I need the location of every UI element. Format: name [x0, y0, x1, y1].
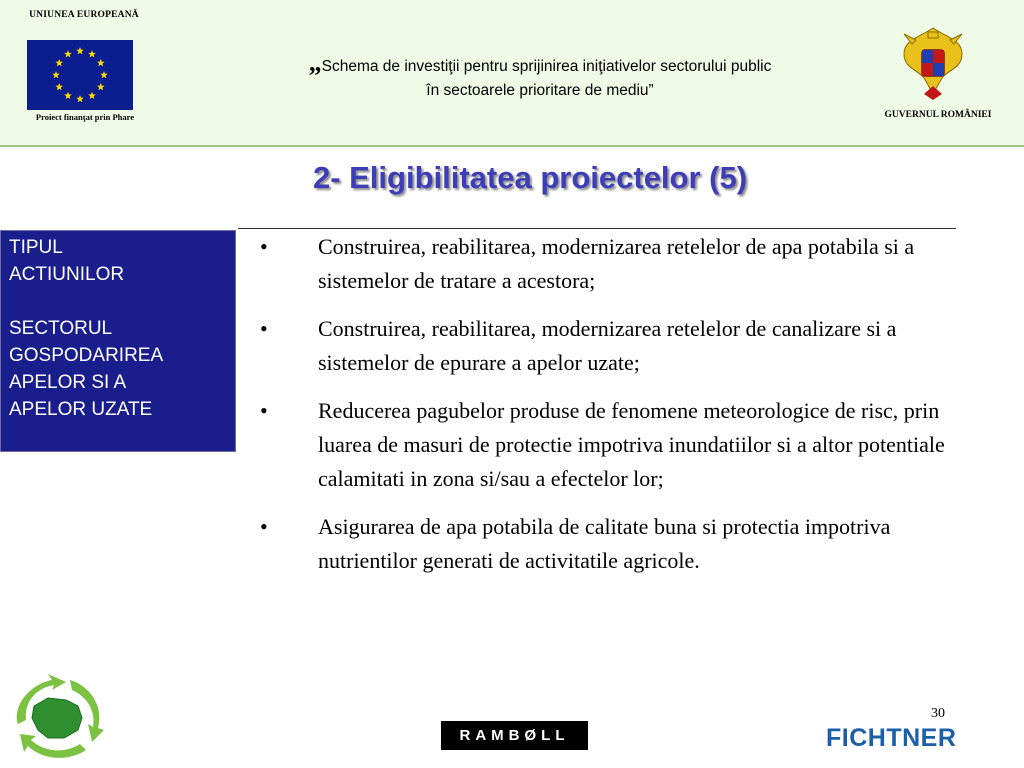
bullet-dot: • [260, 316, 268, 341]
ramboll-logo: RAMBØLL [441, 721, 588, 750]
bullet-item [260, 230, 990, 298]
bullet-dot: • [260, 514, 268, 539]
fichtner-logo: FICHTNER [826, 724, 957, 752]
bullet-dot: • [260, 398, 268, 423]
bullet-text: Construirea, reabilitarea, modernizarea retelelor de apa potabila si a sistemelor de tratare a acestora; [318, 234, 915, 293]
eu-caption: Proiect finanţat prin Phare [35, 112, 135, 122]
scheme-title [200, 48, 880, 103]
scheme-line1: Schema de investiţii pentru sprijinirea iniţiativelor sectorului public [321, 58, 772, 75]
sidebar-line-4: GOSPODARIREA [9, 345, 164, 366]
sidebar-line-5: APELOR SI A [9, 372, 127, 393]
header-divider [0, 145, 1024, 147]
slide-title: 2- Eligibilitatea proiectelor (5) [312, 160, 748, 195]
sidebar-line-3: SECTORUL [9, 318, 113, 339]
sidebar-line-6: APELOR UZATE [9, 399, 153, 420]
bullet-list [260, 230, 990, 592]
bullet-text: Reducerea pagubelor produse de fenomene meteorologice de risc, prin luarea de masuri de protectie impotriva inundatiilor si a altor potentiale calamitati in zona si/sau a efectelor lor; [318, 398, 945, 491]
romania-map-recycle-icon [8, 672, 108, 762]
bullet-item [260, 510, 990, 578]
sidebar-gap [9, 288, 227, 315]
title-separator [238, 228, 956, 229]
scheme-line2: în sectoarele prioritare de mediu” [426, 82, 654, 99]
romania-coat-of-arms-icon [898, 24, 968, 104]
sidebar-box [0, 230, 236, 452]
gov-label: GUVERNUL ROMÂNIEI [884, 110, 992, 120]
bullet-text: Construirea, reabilitarea, modernizarea retelelor de canalizare si a sistemelor de epurare a apelor uzate; [318, 316, 897, 375]
eu-flag-icon [27, 40, 133, 110]
sidebar-line-1: TIPUL [9, 237, 63, 258]
eu-label: UNIUNEA EUROPEANĂ [29, 10, 139, 20]
bullet-text: Asigurarea de apa potabila de calitate buna si protectia impotriva nutrientilor generati de activitatile agricole. [318, 514, 891, 573]
bullet-dot: • [260, 234, 268, 259]
page-number: 30 [931, 706, 945, 721]
bullet-item [260, 394, 990, 496]
sidebar-line-2: ACTIUNILOR [9, 264, 125, 285]
scheme-quote-open: „ [308, 48, 322, 77]
bullet-item [260, 312, 990, 380]
